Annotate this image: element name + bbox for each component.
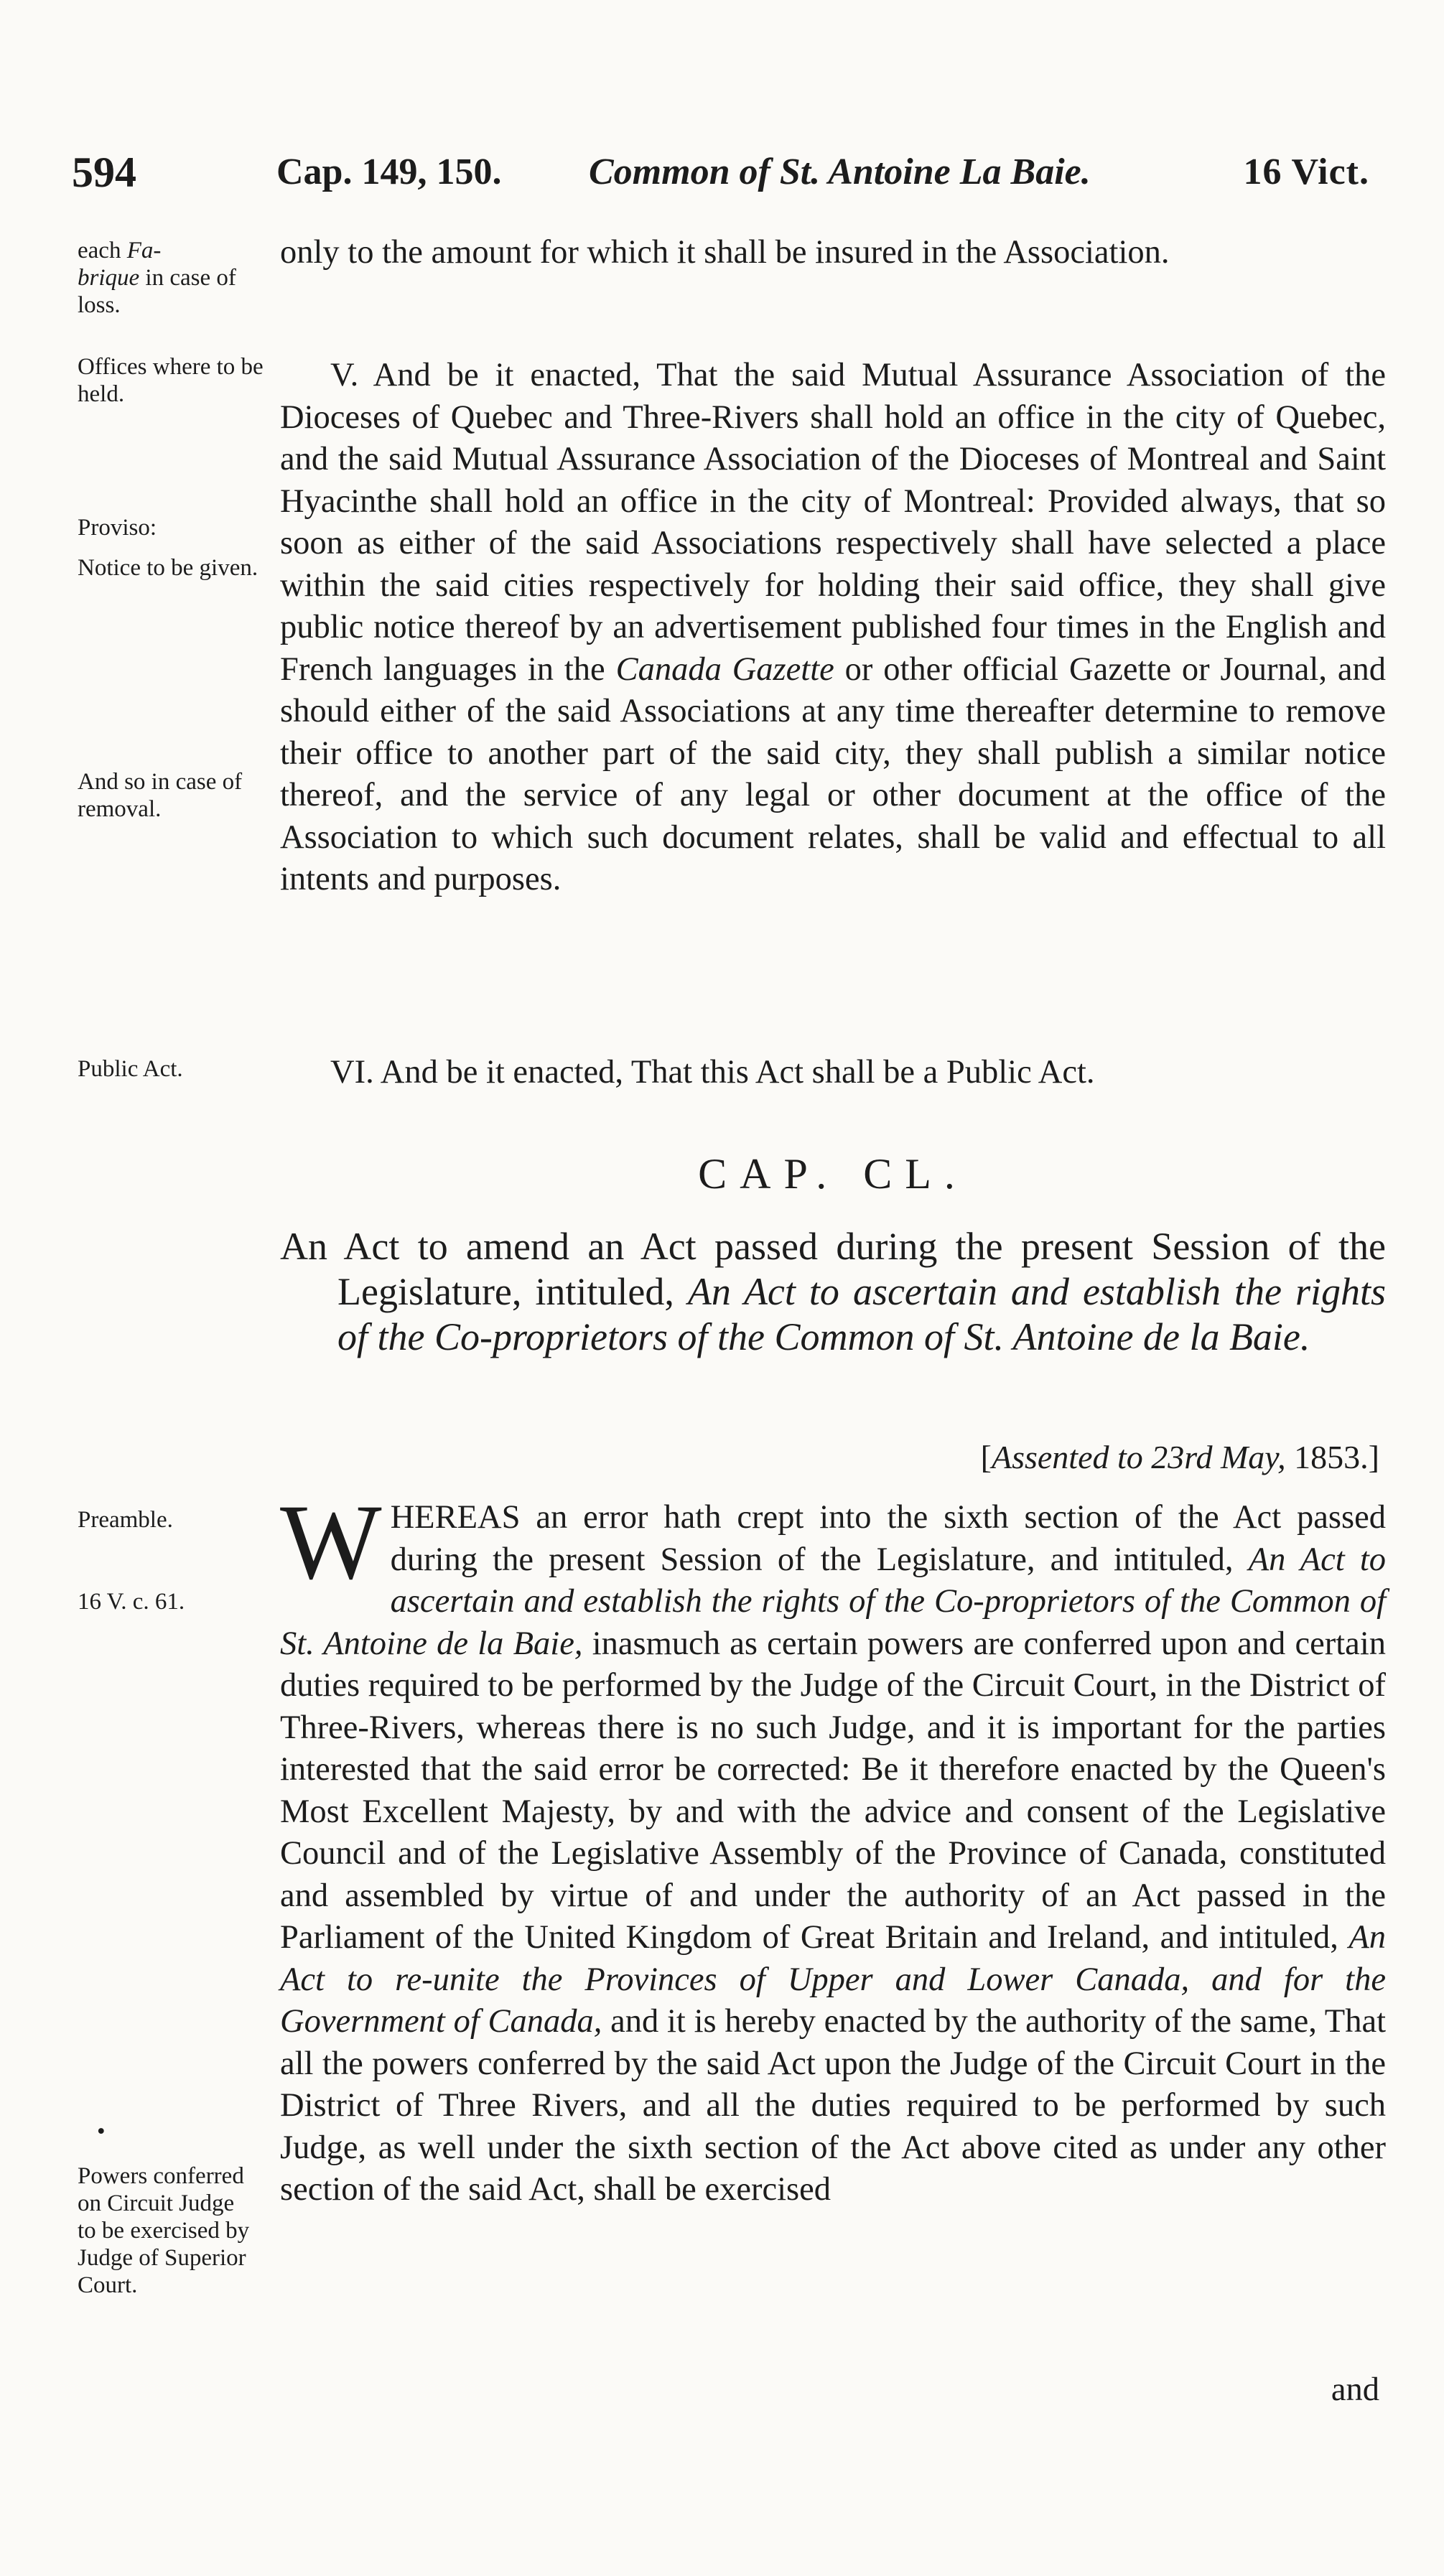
margin-note-statute-ref: 16 V. c. 61. [78, 1589, 185, 1615]
running-year: 16 Vict. [1243, 151, 1369, 192]
drop-cap: W [280, 1483, 382, 1602]
section-iv-end: only to the amount for which it shall be insured in the Association. [280, 234, 1170, 271]
margin-bullet: • [97, 2119, 106, 2145]
assent-date: [Assented to 23rd May, 1853.] [980, 1439, 1379, 1475]
preamble-text: WHEREAS an error hath crept into the sixth section of the Act passed during the present Session of the Legislature, and intituled, An Act to ascertain and establish the rights of the Co-proprietors of the Common of St. Antoine de la Baie, inasmuch as certain powers are conferred upon and certain duties required to be performed by the Judge of the Circuit Court, in the District of Three-Rivers, whereas there is no such Judge, and it is important for the parties interested that the said error be corrected: Be it therefore enacted by the Queen's Most Excellent Majesty, by and with the advice and consent of the Legislative Council and of the Legislative Assembly of the Province of Canada, constituted and assembled by virtue of and under the authority of an Act passed in the Parliament of the United Kingdom of Great Britain and Ireland, and intituled, An Act to re-unite the Provinces of Upper and Lower Canada, and for the Government of Canada, and it is hereby enacted by the authority of the same, That all the powers conferred by the said Act upon the Judge of the Circuit Court in the District of Three Rivers, and all the duties required to be performed by such Judge, as well under the sixth section of the Act above cited as under any other section of the said Act, shall be exercised [280, 1483, 1386, 2208]
section-v: V. And be it enacted, That the said Mutual Assurance Association of the Dioceses of Quebec and Three-Rivers shall hold an office in the city of Quebec, and the said Mutual Assurance Association of the Dioceses of Montreal and Saint Hyacinthe shall hold an office in the city of Montreal: Provided always, that so soon as either of the said Associations respectively shall have selected a place within the said cities respectively for holding their said office, they shall give public notice thereof by an advertisement published four times in the English and French languages in the Canada Gazette or other official Gazette or Journal, and should either of the said Associations at any time thereafter determine to remove their office to another part of the said city, they shall publish a similar notice thereof, and the service of any legal or other document at the office of the Association to which such document relates, shall be valid and effectual to all intents and purposes. [280, 357, 1386, 897]
margin-note-notice: Notice to be given. [78, 555, 258, 581]
margin-note-offices: Offices where to be held. [78, 354, 264, 407]
margin-note-preamble: Preamble. [78, 1507, 173, 1533]
margin-note-proviso: Proviso: [78, 515, 157, 541]
section-vi: VI. And be it enacted, That this Act shall be a Public Act. [330, 1054, 1095, 1091]
catchword: and [1331, 2371, 1379, 2408]
running-chapter: Cap. 149, 150. [276, 151, 502, 192]
chapter-heading: CAP. CL. [698, 1150, 968, 1198]
margin-note-removal: And so in case of removal. [78, 769, 243, 822]
act-title: An Act to amend an Act passed during the present Session of the Legislature, intituled, An Act to ascertain and establish the rights of the Co-proprietors of the Common of St. Antoine de la Baie. [280, 1225, 1386, 1358]
page-number: 594 [72, 149, 136, 196]
margin-note-loss: each Fa- brique in case of loss. [78, 238, 236, 318]
running-title: Common of St. Antoine La Baie. [589, 151, 1091, 192]
margin-note-public-act: Public Act. [78, 1056, 183, 1082]
margin-note-powers: Powers conferred on Circuit Judge to be exercised by Judge of Superior Court. [78, 2163, 250, 2298]
